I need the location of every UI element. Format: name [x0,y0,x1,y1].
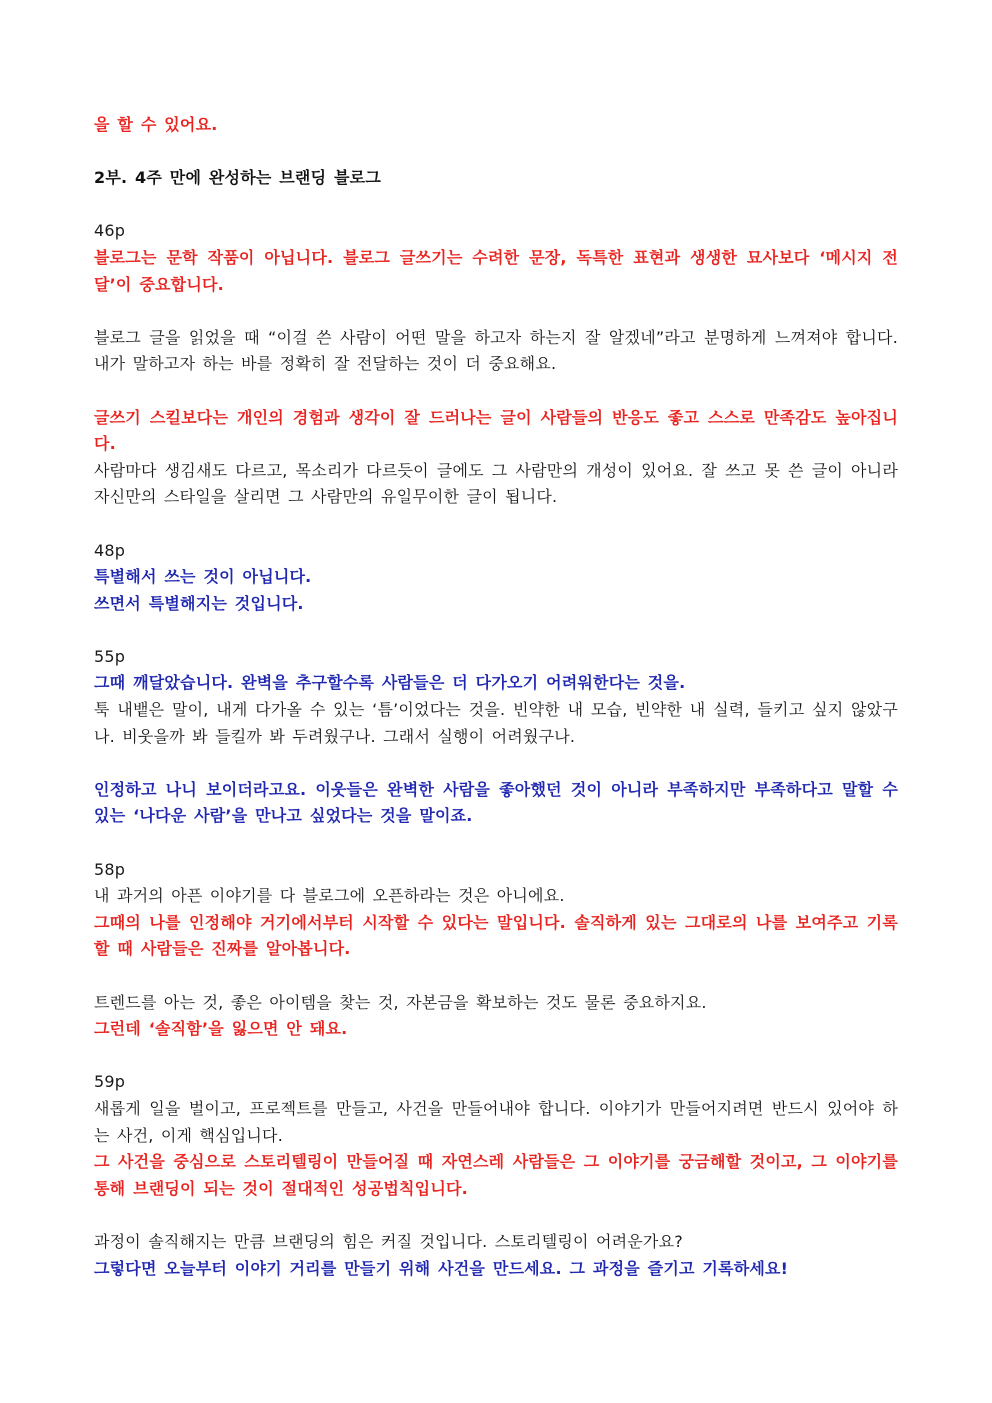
body-paragraph: 사람마다 생김새도 다르고, 목소리가 다르듯이 글에도 그 사람만의 개성이 있어요. 잘 쓰고 못 쓴 글이 아니라 자신만의 스타일을 살리면 그 사람만의 유일무이한 글이 됩니다. [94,460,898,507]
highlight-red-paragraph: 그때의 나를 인정해야 거기에서부터 시작할 수 있다는 말입니다. 솔직하게 있는 그대로의 나를 보여주고 기록할 때 사람들은 진짜를 알아봅니다. [94,912,898,959]
paragraph-spacer [94,1202,898,1229]
paragraph-spacer [94,298,898,325]
page-reference: 58p [94,859,126,879]
body-paragraph: 과정이 솔직해지는 만큼 브랜딩의 힘은 커질 것입니다. 스토리텔링이 어려운가요? [94,1231,683,1251]
highlight-red-paragraph: 블로그는 문학 작품이 아닙니다. 블로그 글쓰기는 수려한 문장, 독특한 표현과 생생한 묘사보다 ‘메시지 전달’이 중요합니다. [94,247,898,294]
highlight-blue-paragraph: 그때 깨달았습니다. 완벽을 추구할수록 사람들은 더 다가오기 어려워한다는 것을. [94,673,686,693]
page-reference: 48p [94,540,126,560]
page-reference: 55p [94,646,126,666]
document-body [94,112,898,1282]
body-paragraph: 새롭게 일을 벌이고, 프로젝트를 만들고, 사건을 만들어내야 합니다. 이야기가 만들어지려면 반드시 있어야 하는 사건, 이게 핵심입니다. [94,1098,898,1145]
body-paragraph: 트렌드를 아는 것, 좋은 아이템을 찾는 것, 자본금을 확보하는 것도 물론 중요하지요. [94,992,707,1012]
highlight-red-paragraph: 을 할 수 있어요. [94,115,218,134]
body-paragraph: 내 과거의 아픈 이야기를 다 블로그에 오픈하라는 것은 아니에요. [94,886,565,906]
highlight-red-paragraph: 글쓰기 스킬보다는 개인의 경험과 생각이 잘 드러나는 글이 사람들의 반응도 좋고 스스로 만족감도 높아집니다. [94,407,898,454]
paragraph-spacer [94,617,898,644]
paragraph-spacer [94,511,898,538]
section-title: 2부. 4주 만에 완성하는 브랜딩 블로그 [94,168,381,188]
page-reference: 46p [94,221,126,241]
paragraph-spacer [94,750,898,777]
paragraph-spacer [94,1043,898,1070]
paragraph-spacer [94,830,898,857]
paragraph-spacer [94,139,898,166]
highlight-blue-paragraph: 인정하고 나니 보이더라고요. 이웃들은 완벽한 사람을 좋아했던 것이 아니라 부족하지만 부족하다고 말할 수 있는 ‘나다운 사람’을 만나고 싶었다는 것을 말이죠. [94,779,898,826]
body-paragraph: 블로그 글을 읽었을 때 “이걸 쓴 사람이 어떤 말을 하고자 하는지 잘 알겠네”라고 분명하게 느껴져야 합니다. 내가 말하고자 하는 바를 정확히 잘 전달하는 것이 더 중요해요. [94,327,898,374]
highlight-blue-paragraph: 쓰면서 특별해지는 것입니다. [94,593,304,613]
body-paragraph: 툭 내뱉은 말이, 내게 다가올 수 있는 ‘틈’이었다는 것을. 빈약한 내 모습, 빈약한 내 실력, 들키고 싶지 않았구나. 비웃을까 봐 들킬까 봐 두려웠구나. 그래서 실행이 어려웠구나. [94,700,898,746]
paragraph-spacer [94,192,898,219]
paragraph-spacer [94,963,898,990]
highlight-red-paragraph: 그런데 ‘솔직함’을 잃으면 안 돼요. [94,1019,348,1039]
highlight-blue-paragraph: 특별해서 쓰는 것이 아닙니다. [94,567,312,587]
page-reference: 59p [94,1072,126,1092]
highlight-blue-paragraph: 그렇다면 오늘부터 이야기 거리를 만들기 위해 사건을 만드세요. 그 과정을 즐기고 기록하세요! [94,1258,789,1278]
highlight-red-paragraph: 그 사건을 중심으로 스토리텔링이 만들어질 때 자연스레 사람들은 그 이야기를 궁금해할 것이고, 그 이야기를 통해 브랜딩이 되는 것이 절대적인 성공법칙입니다. [94,1152,898,1198]
paragraph-spacer [94,378,898,405]
